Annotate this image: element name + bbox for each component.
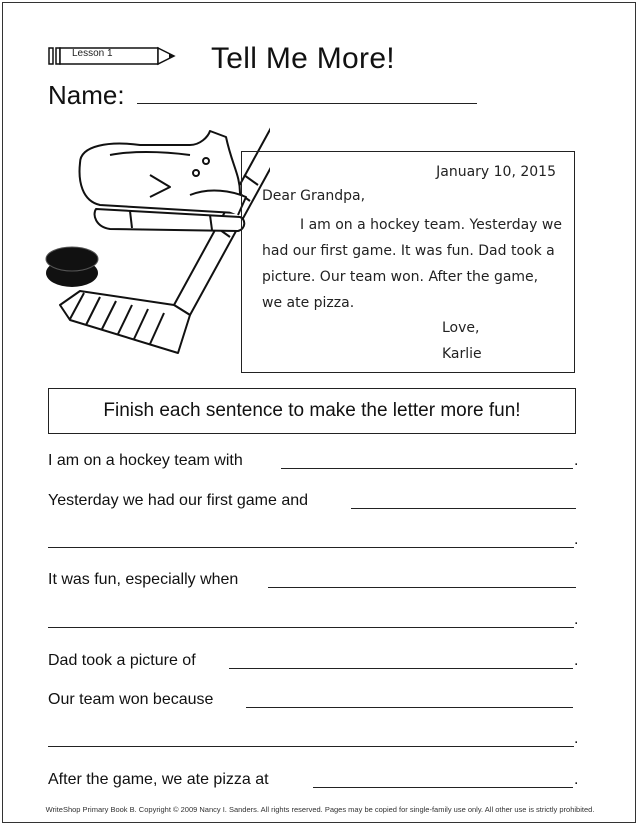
prompt-3: It was fun, especially when [48,571,239,588]
prompt-4: Dad took a picture of [48,652,196,669]
pencil-icon [48,44,182,68]
letter-salutation: Dear Grandpa, [262,188,366,204]
prompt-6: After the game, we ate pizza at [48,771,269,788]
answer-line-1[interactable] [281,468,573,469]
prompt-2: Yesterday we had our first game and [48,492,309,509]
lesson-pencil-badge [48,44,182,68]
letter-signature: Karlie [442,346,482,362]
name-label: Name: [48,80,125,110]
answer-line-2b[interactable] [48,547,574,548]
answer-line-2[interactable] [351,508,576,509]
period: . [574,531,579,548]
period: . [574,652,579,669]
answer-line-6[interactable] [313,787,573,788]
answer-line-3b[interactable] [48,627,574,628]
page-title: Tell Me More! [211,42,395,75]
sample-letter [241,151,575,373]
instruction-box: Finish each sentence to make the letter more fun! [48,388,576,434]
letter-closing: Love, [442,320,480,336]
hockey-illustration [40,115,270,365]
period: . [574,611,579,628]
letter-date: January 10, 2015 [436,164,556,180]
name-input-line[interactable] [137,103,477,104]
copyright-footer: WriteShop Primary Book B. Copyright © 2009 Nancy I. Sanders. All rights reserved. Pages may be copied for single-family use only. All other use is strictly prohibited. [45,805,595,814]
answer-line-3[interactable] [268,587,576,588]
answer-line-4[interactable] [229,668,573,669]
prompt-1: I am on a hockey team with [48,452,243,469]
letter-body: I am on a hockey team. Yesterday we had our first game. It was fun. Dad took a picture. Our team won. After the game, we ate pizza. [262,217,562,311]
answer-line-5[interactable] [246,707,573,708]
answer-line-5b[interactable] [48,746,574,747]
lesson-label: Lesson 1 [72,48,113,59]
period: . [574,771,579,788]
period: . [574,452,579,469]
period: . [574,730,579,747]
prompt-5: Our team won because [48,691,214,708]
